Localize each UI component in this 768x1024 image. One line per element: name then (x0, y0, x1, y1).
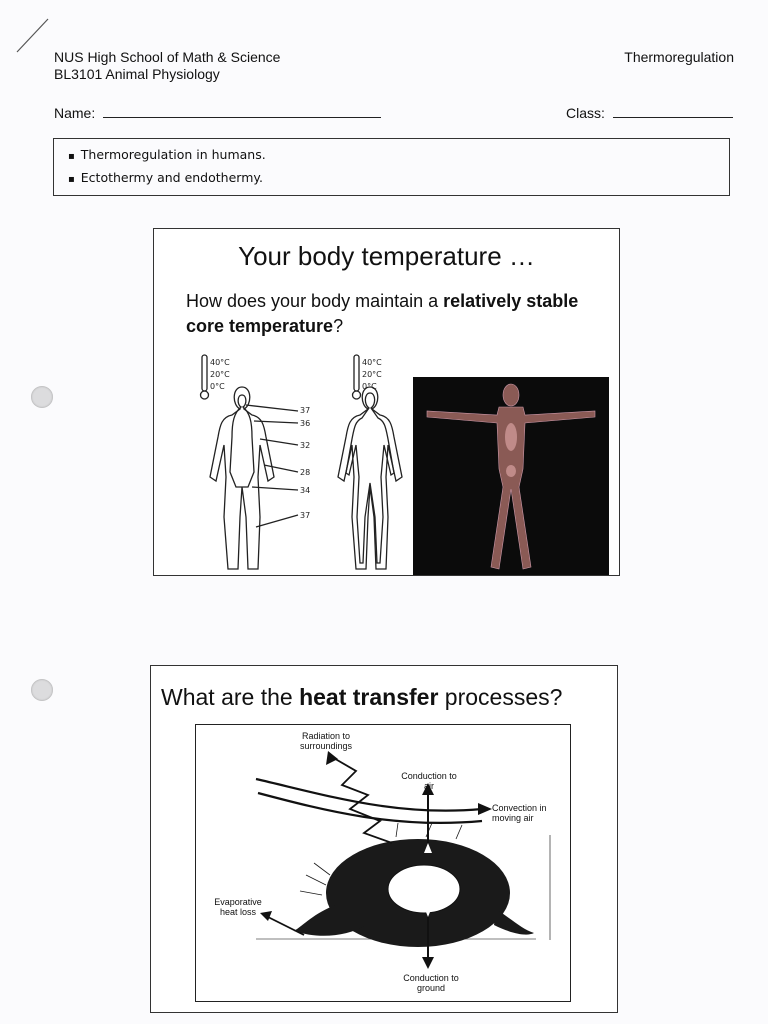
animal-diagram (196, 725, 569, 1000)
isotherm-label: 32 (300, 441, 311, 450)
slide1-title: Your body temperature … (238, 241, 535, 271)
radiation-label: Radiation to surroundings (299, 731, 353, 751)
objective-item: ▪ Ectothermy and endothermy. (68, 167, 729, 190)
punch-hole (31, 679, 53, 701)
class-label: Class: (566, 105, 605, 121)
question-bold-text: relatively stable core temperature (186, 291, 579, 336)
title-bold-text: heat transfer (299, 684, 439, 710)
module-name: BL3101 Animal Physiology (54, 66, 220, 82)
class-field[interactable] (566, 103, 733, 122)
evaporative-label: Evaporative heat loss (214, 897, 262, 917)
pen-mark (14, 16, 54, 56)
convection-label: Convection in moving air (492, 803, 547, 823)
conduction-ground-label: Conduction to ground (403, 973, 459, 993)
thermo-right-40: 40°C (362, 358, 382, 367)
isotherm-label: 36 (300, 419, 311, 428)
title-text: What are the (161, 684, 300, 710)
thermo-right-20: 20°C (362, 370, 382, 379)
thermo-left-20: 20°C (210, 370, 230, 379)
name-label: Name: (54, 105, 96, 121)
thermal-body-image (413, 377, 609, 575)
thermo-left-40: 40°C (210, 358, 230, 367)
thermo-right-0: 0°C (362, 382, 377, 391)
body-isotherm-diagram (194, 347, 424, 575)
name-field[interactable] (54, 103, 381, 122)
isotherm-label: 34 (300, 486, 311, 495)
title-end: processes? (438, 684, 563, 710)
isotherm-label: 37 (300, 511, 311, 520)
name-blank[interactable] (103, 103, 381, 118)
objectives-box (53, 138, 730, 196)
punch-hole (31, 386, 53, 408)
slide2-title (161, 684, 562, 711)
isotherm-label: 37 (300, 406, 311, 415)
isotherm-label: 28 (300, 468, 311, 477)
school-header (54, 49, 280, 83)
slide1-question (186, 289, 606, 339)
heat-transfer-diagram (195, 724, 571, 1002)
thermo-left-0: 0°C (210, 382, 225, 391)
class-blank[interactable] (613, 103, 733, 118)
objective-item: ▪ Thermoregulation in humans. (68, 144, 729, 167)
question-text: How does your body maintain a (186, 291, 444, 311)
school-name: NUS High School of Math & Science (54, 49, 281, 65)
slide-body-temperature (153, 228, 620, 576)
topic-title: Thermoregulation (624, 49, 734, 65)
slide-heat-transfer (150, 665, 618, 1013)
conduction-air-label: Conduction to air (401, 771, 457, 791)
question-end: ? (333, 316, 344, 336)
